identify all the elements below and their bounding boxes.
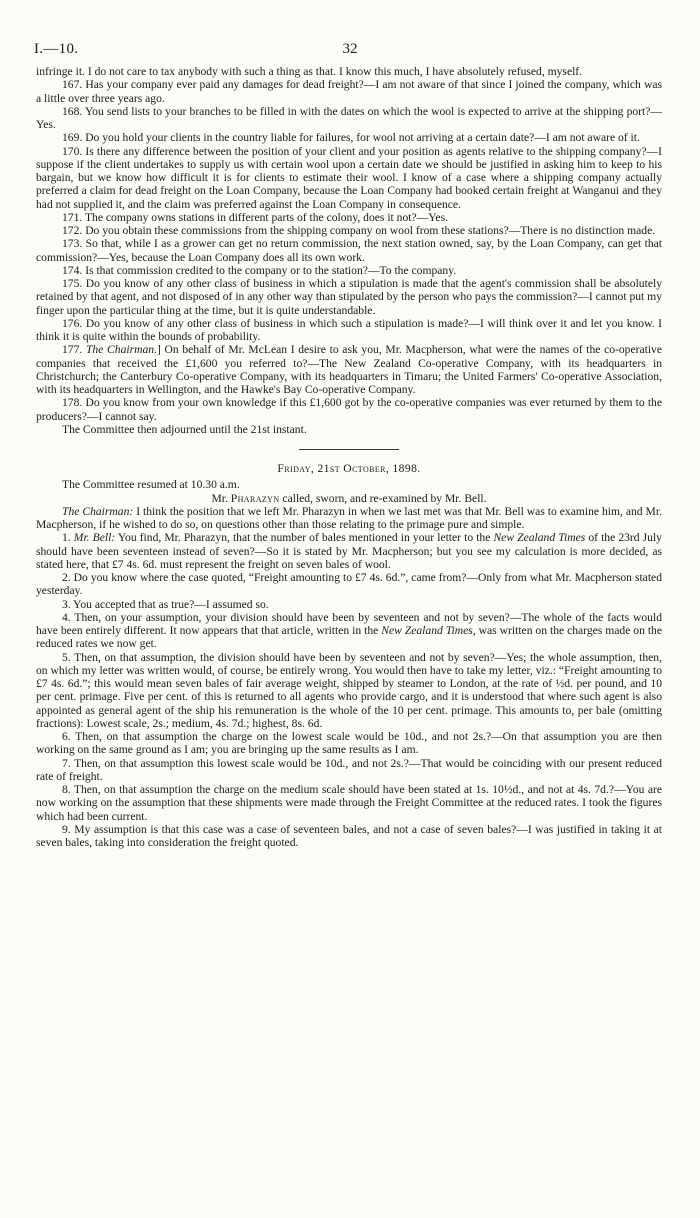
answer-1 bbox=[36, 531, 662, 571]
question-number: 1. bbox=[62, 531, 71, 545]
answer-6: 6. Then, on that assumption the charge on the lowest scale would be 10d., and not 2s.?—On that assumption you are then working on the same ground as I am; you are bringing up the same results as I am. bbox=[36, 730, 662, 757]
question-text: was written on the charges made on the reduced rates we now get. bbox=[36, 624, 662, 651]
answer-9: 9. My assumption is that this case was a case of seventeen bales, and not a case of seven bales?—I was justified in taking it at seven bales, taking into consideration the freight quoted. bbox=[36, 822, 662, 849]
document-reference: I.—10. bbox=[34, 41, 79, 57]
question-178: 178. Do you know from your own knowledge if this £1,600 got by the co-operative companies was ever returned by them to the producers?—I cannot say. bbox=[36, 396, 662, 423]
question-number: 177. bbox=[62, 343, 83, 357]
speaker-label: Mr. Bell: bbox=[73, 531, 116, 545]
answer-2: 2. Do you know where the case quoted, “Freight amounting to £7 4s. 6d.”, came from?—Only from what Mr. Macpherson stated yesterday. bbox=[36, 571, 662, 598]
answer-3: 3. You accepted that as true?—I assumed so. bbox=[62, 597, 269, 611]
section-divider bbox=[299, 449, 399, 450]
speaker-label: The Chairman. bbox=[85, 343, 157, 357]
newspaper-title: New Zealand Times, bbox=[381, 624, 476, 637]
question-175: 175. Do you know of any other class of business in which a stipulation is made that the agent's commission shall be absolutely retained by that agent, and not disposed of in any other way than stipulated by the person who pays the commission?—I cannot put my finger upon the particular thing at the time, but it is quite understandable. bbox=[36, 277, 662, 317]
question-170: 170. Is there any difference between the position of your client and your position as agents relative to the shipping company?—I suppose if the client undertakes to supply us with certain wool upon a certain date we should be justified in asking him to keep to his bargain, but we know how difficult it is for clients to estimate their wool. I know of a case where a shipping company actually preferred a claim for dead freight on the Loan Company, because the Loan Company had booked certain freight at Wanganui and they had not supplied it, and the claim was preferred against the Loan Company in consequence. bbox=[36, 144, 662, 211]
session-date: Friday, 21st October, 1898. bbox=[277, 462, 421, 475]
chairman-statement bbox=[36, 505, 662, 532]
witness-prefix: Mr. bbox=[211, 491, 231, 505]
answer-7: 7. Then, on that assumption this lowest scale would be 10d., and not 2s.?—That would be coinciding with our present reduced rate of freight. bbox=[36, 756, 662, 783]
answer-5: 5. Then, on that assumption, the division should have been by seventeen and not by seven?—Yes; the whole assumption, then, on which my letter was written would, of course, be entirely wrong. You would then have to take my letter, viz.: “Freight amounting to £7 4s. 6d.”; this would mean seven bales of fair average weight, shipped by steamer to London, at the rate of ½d. per pound, and 10 per cent. primage. Five per cent. of this is returned to all agents who provide cargo, and it is understood that where such agent is also appointed as general agent of the ship his remuneration is the whole of the 10 per cent. primage. This amounts to, per bale (omitting fractions): Lowest scale, 2s.; medium, 4s. 7d.; highest, 8s. 6d. bbox=[36, 650, 662, 730]
question-text: 4. Then, on your assumption, your division should have been by seventeen and not by seven?—The whole of the facts would have been entirely different. It now appears that that article, written in the bbox=[36, 610, 662, 637]
document-body bbox=[36, 65, 662, 849]
question-177 bbox=[36, 343, 662, 396]
witness-suffix: called, sworn, and re-examined by Mr. Bell. bbox=[279, 491, 487, 505]
question-173: 173. So that, while I as a grower can get no return commission, the next station owned, say, by the Loan Company, can get that commission?—Yes, because the Loan Company does all its own work. bbox=[36, 237, 662, 264]
witness-name: Pharazyn bbox=[230, 491, 280, 505]
page-header bbox=[0, 43, 700, 63]
question-text: of the 23rd July should have been seventeen instead of seven?—So it is stated by Mr. Macpherson; but you see my calculation is more decided, as stated here, that £7 4s. 6d. must represent the freight on seven bales of wool. bbox=[36, 531, 662, 571]
newspaper-title: New Zealand Times bbox=[493, 531, 586, 545]
question-172: 172. Do you obtain these commissions from the shipping company on wool from these stations?—There is no distinction made. bbox=[62, 224, 656, 237]
speaker-label: The Chairman: bbox=[62, 504, 134, 518]
question-168: 168. You send lists to your branches to be filled in with the dates on which the wool is expected to arrive at the shipping port?—Yes. bbox=[36, 104, 662, 131]
witness-line bbox=[36, 492, 662, 505]
adjournment-note: The Committee then adjourned until the 21st instant. bbox=[62, 422, 307, 436]
answer-8: 8. Then, on that assumption the charge on the medium scale should have been stated at 1s. 10½d., and not at 4s. 7d.?—You are now working on the assumption that these shipments were made through the Freight Committee at the reduced rates. I took the figures which had been current. bbox=[36, 783, 662, 823]
question-174: 174. Is that commission credited to the company or to the station?—To the company. bbox=[62, 263, 457, 277]
question-171: 171. The company owns stations in different parts of the colony, does it not?—Yes. bbox=[62, 210, 448, 224]
question-text: You find, Mr. Pharazyn, that the number of bales mentioned in your letter to the bbox=[115, 531, 494, 545]
question-176: 176. Do you know of any other class of business in which such a stipulation is made?—I will think over it and let you know. I think it is quite within the bounds of probability. bbox=[36, 316, 662, 343]
question-167: 167. Has your company ever paid any damages for dead freight?—I am not aware of that since I joined the company, which was a little over three years ago. bbox=[36, 78, 662, 105]
session-resumed: The Committee resumed at 10.30 a.m. bbox=[62, 478, 240, 492]
statement-text: I think the position that we left Mr. Pharazyn in when we last met was that Mr. Bell was to examine him, and Mr. Macpherson, if he wished to do so, on questions other than those relating to the primage pure and simple. bbox=[36, 504, 662, 531]
question-169: 169. Do you hold your clients in the country liable for failures, for wool not arriving at a certain date?—I am not aware of it. bbox=[62, 131, 640, 145]
answer-4 bbox=[36, 611, 662, 651]
page-number: 32 bbox=[342, 41, 358, 57]
question-text: ] On behalf of Mr. McLean I desire to ask you, Mr. Macpherson, what were the names of the co-operative companies that received the £1,600 you referred to?—The New Zealand Co-operative Company, with its headquarters in Christchurch; the Canterbury Co-operative Company, with its headquarters in Timaru; the United Farmers' Co-operative Association, with its headquarters in Wellington, and the Hawke's Bay Co-operative Company. bbox=[36, 343, 663, 396]
paragraph-intro: infringe it. I do not care to tax anybody with such a thing as that. I know this much, I have absolutely refused, myself. bbox=[36, 65, 583, 78]
